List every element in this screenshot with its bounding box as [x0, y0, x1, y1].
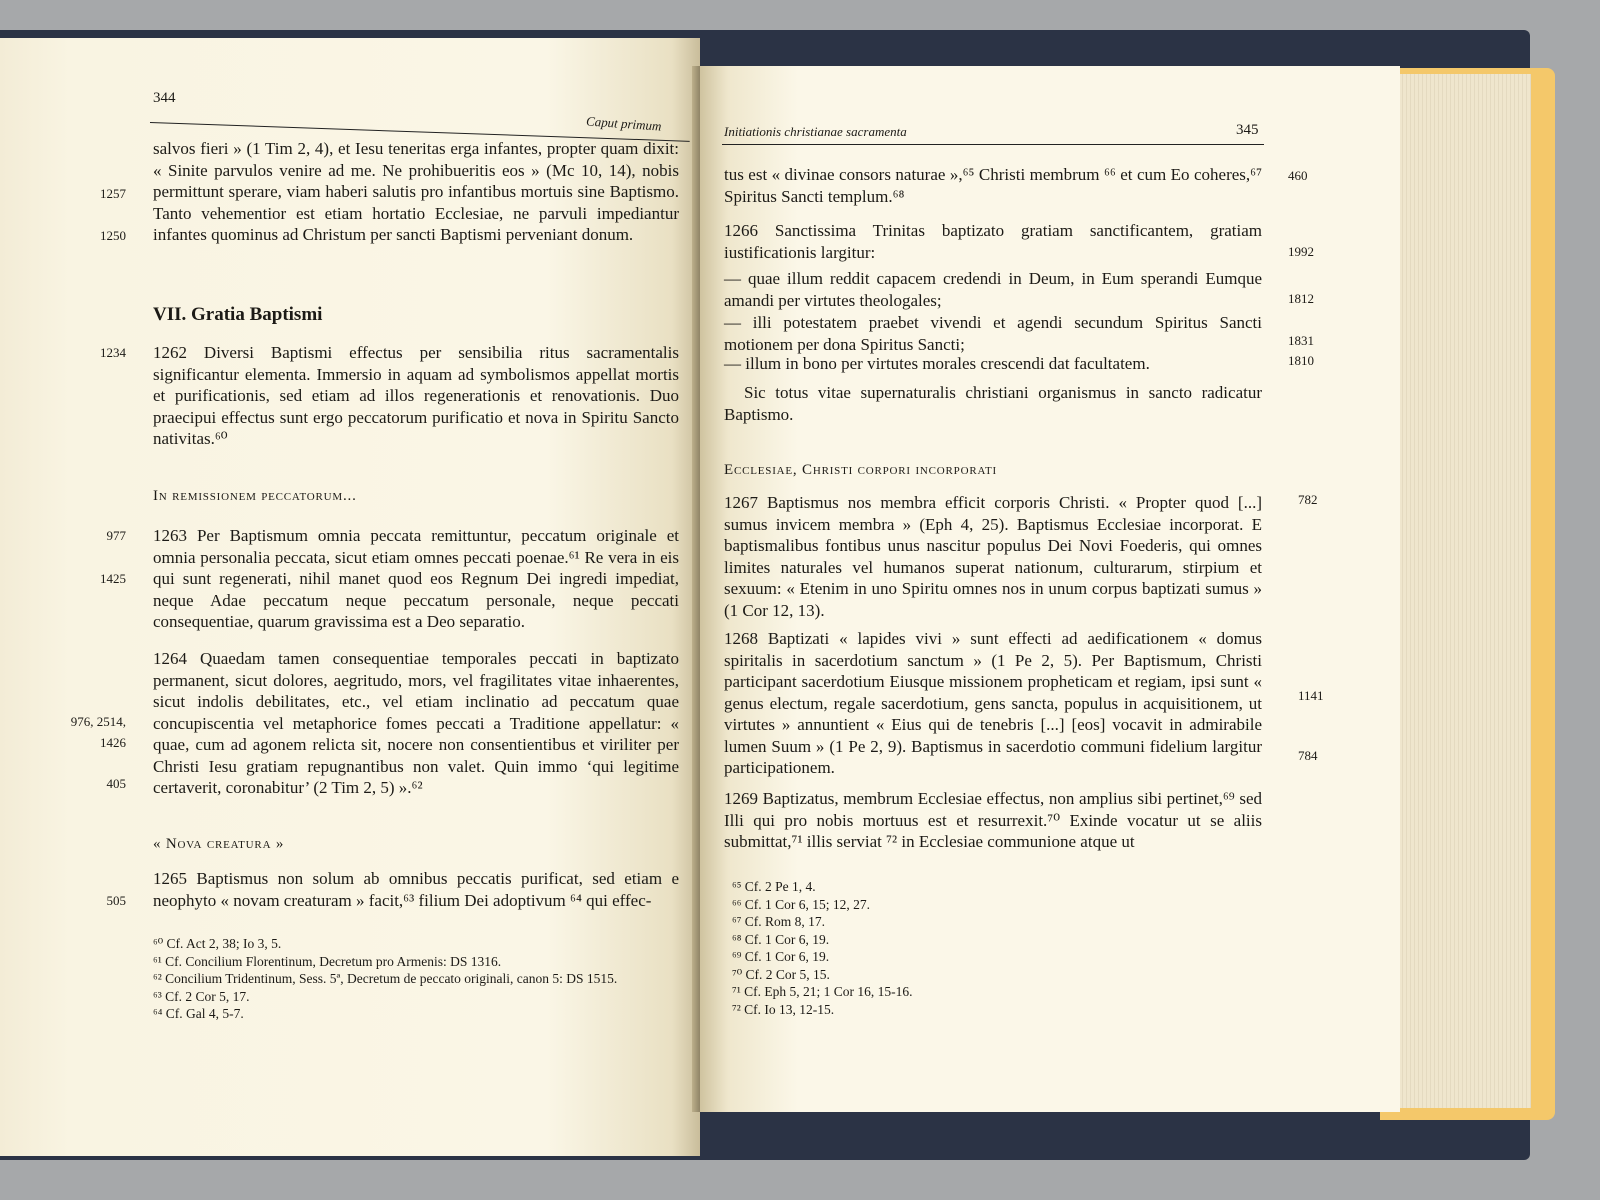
- page-number: 345: [1236, 122, 1259, 138]
- section-title: VII. Gratia Baptismi: [153, 304, 323, 325]
- footnote: ⁶⁷ Cf. Rom 8, 17.: [732, 914, 826, 929]
- summary-text: Sic totus vitae supernaturalis christiani organismus in sancto radicatur Baptismo.: [724, 383, 1262, 424]
- running-head: Initiationis christianae sacramenta: [724, 124, 907, 139]
- page-stack: [1382, 74, 1531, 1108]
- paragraph-1262: 1262 Diversi Baptismi effectus per sensibilia ritus sacramentalis significantur elementa. Immersio in aquam ad symbolismos appellat mortis et purificationis, sed etiam ad illos regenerationis et renovationis. Duo praecipui effectus sunt ergo peccatorum purificatio et nova in Spiritu Sancto nativitas.⁶⁰: [153, 343, 679, 448]
- margin-ref: 784: [1298, 748, 1318, 763]
- margin-ref: 405: [106, 776, 126, 791]
- margin-ref: 976, 2514,: [70, 714, 126, 729]
- footnotes: [153, 935, 617, 1023]
- footnotes: [732, 878, 913, 1018]
- margin-ref: 1831: [1288, 333, 1314, 348]
- footnote: ⁶² Concilium Tridentinum, Sess. 5ª, Decretum de peccato originali, canon 5: DS 1515.: [153, 971, 618, 986]
- margin-ref: 1992: [1288, 244, 1314, 259]
- margin-ref: 460: [1288, 168, 1308, 183]
- list-item: — illi potestatem praebet vivendi et agendi secundum Spiritus Sancti motionem per dona Spiritus Sancti;: [724, 313, 1262, 354]
- list-item: — quae illum reddit capacem credendi in Deum, in Eum sperandi Eumque amandi per virtutes theologales;: [724, 269, 1262, 310]
- footnote: ⁶⁸ Cf. 1 Cor 6, 19.: [732, 931, 830, 947]
- subheading: « Nova creatura »: [153, 836, 285, 852]
- right-page: [700, 66, 1400, 1112]
- subheading: In remissionem peccatorum...: [153, 488, 357, 504]
- subheading: Ecclesiae, Christi corpori incorporati: [724, 462, 997, 478]
- margin-ref: 1425: [100, 571, 126, 586]
- paragraph-1263: 1263 Per Baptismum omnia peccata remittuntur, peccatum originale et omnia personalia peccata, sicut etiam omnes peccati poenae.⁶¹ Re vera in eis qui sunt regenerati, nihil manet quod eos Regnum Dei ingredi impediat, neque Adae peccatum neque peccatum personale, neque peccati consequentiae, quarum gravissima est a Deo separatio.: [153, 526, 679, 631]
- continuation-text: salvos fieri » (1 Tim 2, 4), et Iesu teneritas erga infantes, propter quam dixit: « Sinite parvulos venire ad me. Ne prohibueritis eos » (Mc 10, 14), nobis permittunt sperare, viam haberi salutis pro infantibus mortuis sine Baptismo. Tanto vehementior est etiam hortatio Ecclesiae, ne parvuli impediantur infantes quominus ad Christum per sancti Baptismi perveniant donum.: [153, 139, 679, 244]
- footnote: ⁷² Cf. Io 13, 12-15.: [732, 1001, 835, 1017]
- list-item: — illum in bono per virtutes morales crescendi dat facultatem.: [724, 354, 1150, 373]
- margin-ref: 1810: [1288, 353, 1314, 368]
- margin-ref: 1234: [100, 345, 126, 360]
- paragraph-1269: 1269 Baptizatus, membrum Ecclesiae effectus, non amplius sibi pertinet,⁶⁹ sed Illi qui pro nobis mortuus est et resurrexit.⁷⁰ Exinde vocatur ut se aliis submittat,⁷¹ illis serviat ⁷² in Ecclesiae communione atque ut: [724, 789, 1262, 851]
- page-number: 344: [153, 90, 176, 106]
- margin-ref: 1812: [1288, 291, 1314, 306]
- footnote: ⁶³ Cf. 2 Cor 5, 17.: [153, 988, 250, 1004]
- footnote: ⁶⁴ Cf. Gal 4, 5-7.: [153, 1006, 244, 1021]
- paragraph-1267: 1267 Baptismus nos membra efficit corporis Christi. « Propter quod [...] sumus invicem membra » (Eph 4, 25). Baptismus Ecclesiae incorporat. E baptismalibus fontibus unus nascitur populus Dei Novi Foederis, qui omnes limites naturales vel humanos superat nationum, culturarum, stirpium et sexuum: « Etenim in uno Spiritu omnes nos in unum corpus baptizati sumus » (1 Cor 12, 13).: [724, 493, 1262, 620]
- paragraph-1265: 1265 Baptismus non solum ab omnibus peccatis purificat, sed etiam e neophyto « novam creaturam » facit,⁶³ filium Dei adoptivum ⁶⁴ qui effec-: [153, 869, 679, 910]
- margin-ref: 782: [1298, 492, 1318, 507]
- margin-ref: 1257: [100, 186, 126, 201]
- footnote: ⁶⁶ Cf. 1 Cor 6, 15; 12, 27.: [732, 896, 871, 912]
- footnote: ⁶¹ Cf. Concilium Florentinum, Decretum pro Armenis: DS 1316.: [153, 953, 502, 969]
- margin-ref: 505: [106, 893, 126, 908]
- header-rule: [722, 144, 1264, 145]
- footnote: ⁶⁹ Cf. 1 Cor 6, 19.: [732, 949, 830, 964]
- margin-ref: 977: [106, 528, 126, 543]
- paragraph-1268: 1268 Baptizati « lapides vivi » sunt effecti ad aedificationem « domus spiritalis in sacerdotium sanctum » (1 Pe 2, 5). Per Baptismum, Christi participant sacerdotium Eiusque missionem propheticam et regiam, ipsi sunt « genus electum, regale sacerdotium, gens sancta, populus in acquisitionem, ut virtutes » annuntient « Eius qui de tenebris [...] [eos] vocavit in admirabile lumen Suum » (1 Pe 2, 9). Baptismus in sacerdotio communi fidelium largitur participationem.: [724, 629, 1262, 777]
- running-head: Caput primum: [585, 113, 662, 134]
- footnote: ⁶⁵ Cf. 2 Pe 1, 4.: [732, 879, 816, 894]
- paragraph-1266: 1266 Sanctissima Trinitas baptizato gratiam sanctificantem, gratiam iustificationis largitur:: [724, 221, 1262, 262]
- margin-ref: 1250: [100, 228, 126, 243]
- margin-ref: 1426: [100, 735, 126, 750]
- left-page: [0, 38, 700, 1156]
- footnote: ⁷⁰ Cf. 2 Cor 5, 15.: [732, 966, 830, 982]
- footnote: ⁶⁰ Cf. Act 2, 38; Io 3, 5.: [153, 936, 282, 951]
- continuation-text: tus est « divinae consors naturae »,⁶⁵ Christi membrum ⁶⁶ et cum Eo coheres,⁶⁷ Spiritus Sancti templum.⁶⁸: [724, 165, 1262, 206]
- paragraph-1264: 1264 Quaedam tamen consequentiae temporales peccati in baptizato permanent, sicut dolores, aegritudo, mors, vel fragilitates vitae inhaerentes, sicut indolis debilitates, etc., vel etiam inclinatio ad peccatum quae concupiscentia vel metaphorice fomes peccati a Traditione appellatur: « quae, cum ad agonem relicta sit, nocere non consentientibus et viriliter per Christi Iesu gratiam repugnantibus non valet. Quin immo ‘qui legitime certaverit, coronabitur’ (2 Tim 2, 5) ».⁶²: [153, 649, 679, 797]
- footnote: ⁷¹ Cf. Eph 5, 21; 1 Cor 16, 15-16.: [732, 984, 913, 999]
- margin-ref: 1141: [1298, 688, 1324, 703]
